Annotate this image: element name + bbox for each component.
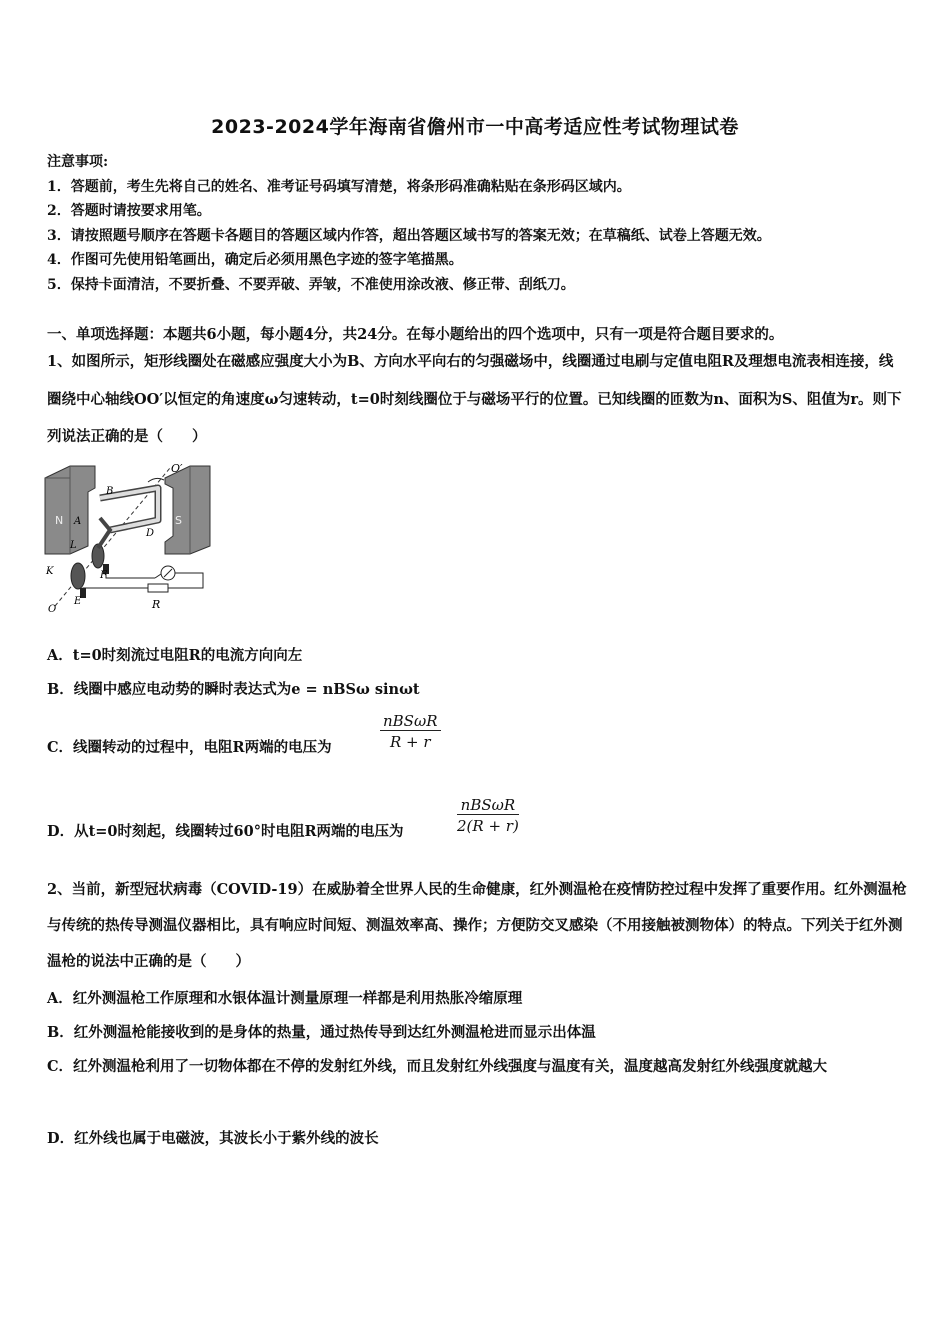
q1-option-c-fraction [380,712,441,751]
question-1-stem: 1、如图所示，矩形线圈处在磁感应强度大小为B、方向水平向右的匀强磁场中，线圈通过电刷与定值电阻R及理想电流表相连接，线圈绕中心轴线OO′以恒定的角速度ω匀速转动，t=0时刻线圈位于与磁场平行的位置。已知线圈的匝数为n、面积为S、阻值为r。则下列说法正确的是（ ） [47,353,902,445]
notice-item: 2．答题时请按要求用笔。 [47,203,211,219]
q1-option-a: A．t=0时刻流过电阻R的电流方向向左 [47,647,303,664]
q2-option-d: D．红外线也属于电磁波，其波长小于紫外线的波长 [47,1130,379,1147]
wire-bottom [83,588,148,598]
q1-option-d-fraction [457,796,519,835]
fraction-denominator: 2(R + r) [457,817,519,835]
label-f: F [100,570,107,581]
generator-figure [40,458,220,622]
label-o-prime: O′ [171,462,183,475]
label-a: A [74,516,82,527]
resistor-symbol [148,584,168,592]
q1-option-c: C．线圈转动的过程中，电阻R两端的电压为 [47,739,332,756]
label-e: E [74,596,82,607]
question-2-stem: 2、当前，新型冠状病毒（COVID-19）在威胁着全世界人民的生命健康，红外测温枪在疫情防控过程中发挥了重要作用。红外测温枪与传统的热传导测温仪器相比，具有响应时间短、测温效率高、操作；方便防交叉感染（不用接触被测物体）的特点。下列关于红外测温枪的说法中正确的是（ ） [47,881,907,970]
generator-diagram [40,458,220,618]
q2-option-b: B．红外测温枪能接收到的是身体的热量，通过热传导到达红外测温枪进而显示出体温 [47,1024,596,1041]
fraction-denominator: R + r [389,733,431,751]
page-title: 2023-2024学年海南省儋州市一中高考适应性考试物理试卷 [211,116,739,138]
label-o: O [48,604,57,615]
section-heading: 一、单项选择题：本题共6小题，每小题4分，共24分。在每小题给出的四个选项中，只有一项是符合题目要求的。 [47,326,784,343]
q1-option-d: D．从t=0时刻起，线圈转过60°时电阻R两端的电压为 [47,823,404,840]
notice-item: 4．作图可先使用铅笔画出，确定后必须用黑色字迹的签字笔描黑。 [47,252,463,268]
rotation-arrow [148,478,164,482]
label-n: N [55,514,64,527]
wire-top-left [106,574,155,578]
notice-item: 5．保持卡面清洁，不要折叠、不要弄破、弄皱，不准使用涂改液、修正带、刮纸刀。 [47,276,575,293]
label-l: L [70,540,77,551]
notice-item: 3．请按照题号顺序在答题卡各题目的答题区域内作答，超出答题区域书写的答案无效；在草稿纸、试卷上答题无效。 [47,227,771,244]
label-r: R [152,598,161,611]
slip-ring-k [71,563,85,589]
notice-item: 1．答题前，考生先将自己的姓名、准考证号码填写清楚，将条形码准确粘贴在条形码区域内。 [47,178,631,195]
notice-block [47,150,917,297]
fraction-numerator: nBSωR [457,796,519,815]
fraction-numerator: nBSωR [380,712,441,731]
q2-option-a: A．红外测温枪工作原理和水银体温计测量原理一样都是利用热胀冷缩原理 [47,990,523,1007]
q2-option-c: C．红外测温枪利用了一切物体都在不停的发射红外线，而且发射红外线强度与温度有关，温度越高发射红外线强度就越大 [47,1058,828,1075]
label-b: B [106,486,114,497]
label-k: K [46,566,54,577]
notice-heading: 注意事项: [47,154,109,170]
label-d: D [146,528,155,539]
label-s: S [175,514,182,527]
magnet-s-shape [165,466,210,554]
q1-option-b: B．线圈中感应电动势的瞬时表达式为e = nBSω sinωt [47,681,420,698]
